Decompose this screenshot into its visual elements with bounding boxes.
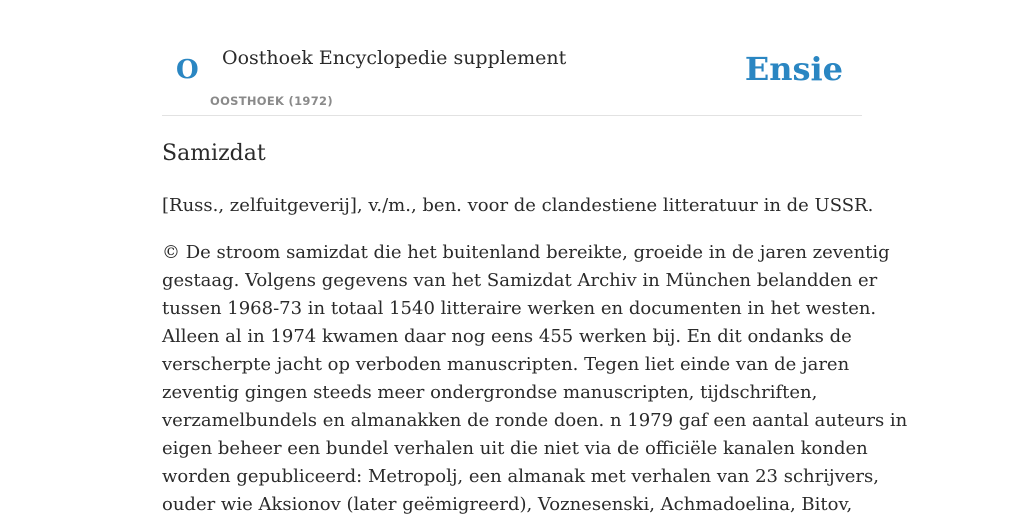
body-line: eigen beheer een bundel verhalen uit die niet via de officiële kanalen konden [162, 438, 868, 459]
ensie-logo[interactable]: Ensie [744, 50, 843, 88]
entry-body [162, 239, 908, 519]
source-title-link[interactable]: Oosthoek Encyclopedie supplement [222, 47, 567, 69]
source-letter-icon: O [176, 55, 199, 85]
entry-page [162, 0, 908, 515]
body-line: verscherpte jacht op verboden manuscripten. Tegen liet einde van de jaren [162, 354, 850, 375]
source-subtitle: OOSTHOEK (1972) [210, 94, 333, 108]
body-line: gestaag. Volgens gegevens van het Samizdat Archiv in München belandden er [162, 270, 878, 291]
body-line: Alleen al in 1974 kwamen daar nog eens 455 werken bij. En dit ondanks de [162, 326, 852, 347]
body-line: zeventig gingen steeds meer ondergrondse manuscripten, tijdschriften, [162, 382, 818, 403]
body-line: tussen 1968-73 in totaal 1540 litteraire werken en documenten in het westen. [162, 298, 877, 319]
body-line: worden gepubliceerd: Metropolj, een almanak met verhalen van 23 schrijvers, [162, 466, 879, 487]
body-line: © De stroom samizdat die het buitenland bereikte, groeide in de jaren zeventig [162, 242, 890, 263]
body-line: verzamelbundels en almanakken de ronde doen. n 1979 gaf een aantal auteurs in [162, 410, 908, 431]
entry-title: Samizdat [162, 141, 266, 166]
body-line: ouder wie Aksionov (later geëmigreerd), Voznesenski, Achmadoelina, Bitov, [162, 494, 853, 515]
entry-definition: [Russ., zelfuitgeverij], v./m., ben. voor de clandestiene litteratuur in de USSR. [162, 195, 874, 216]
source-header [162, 0, 862, 116]
